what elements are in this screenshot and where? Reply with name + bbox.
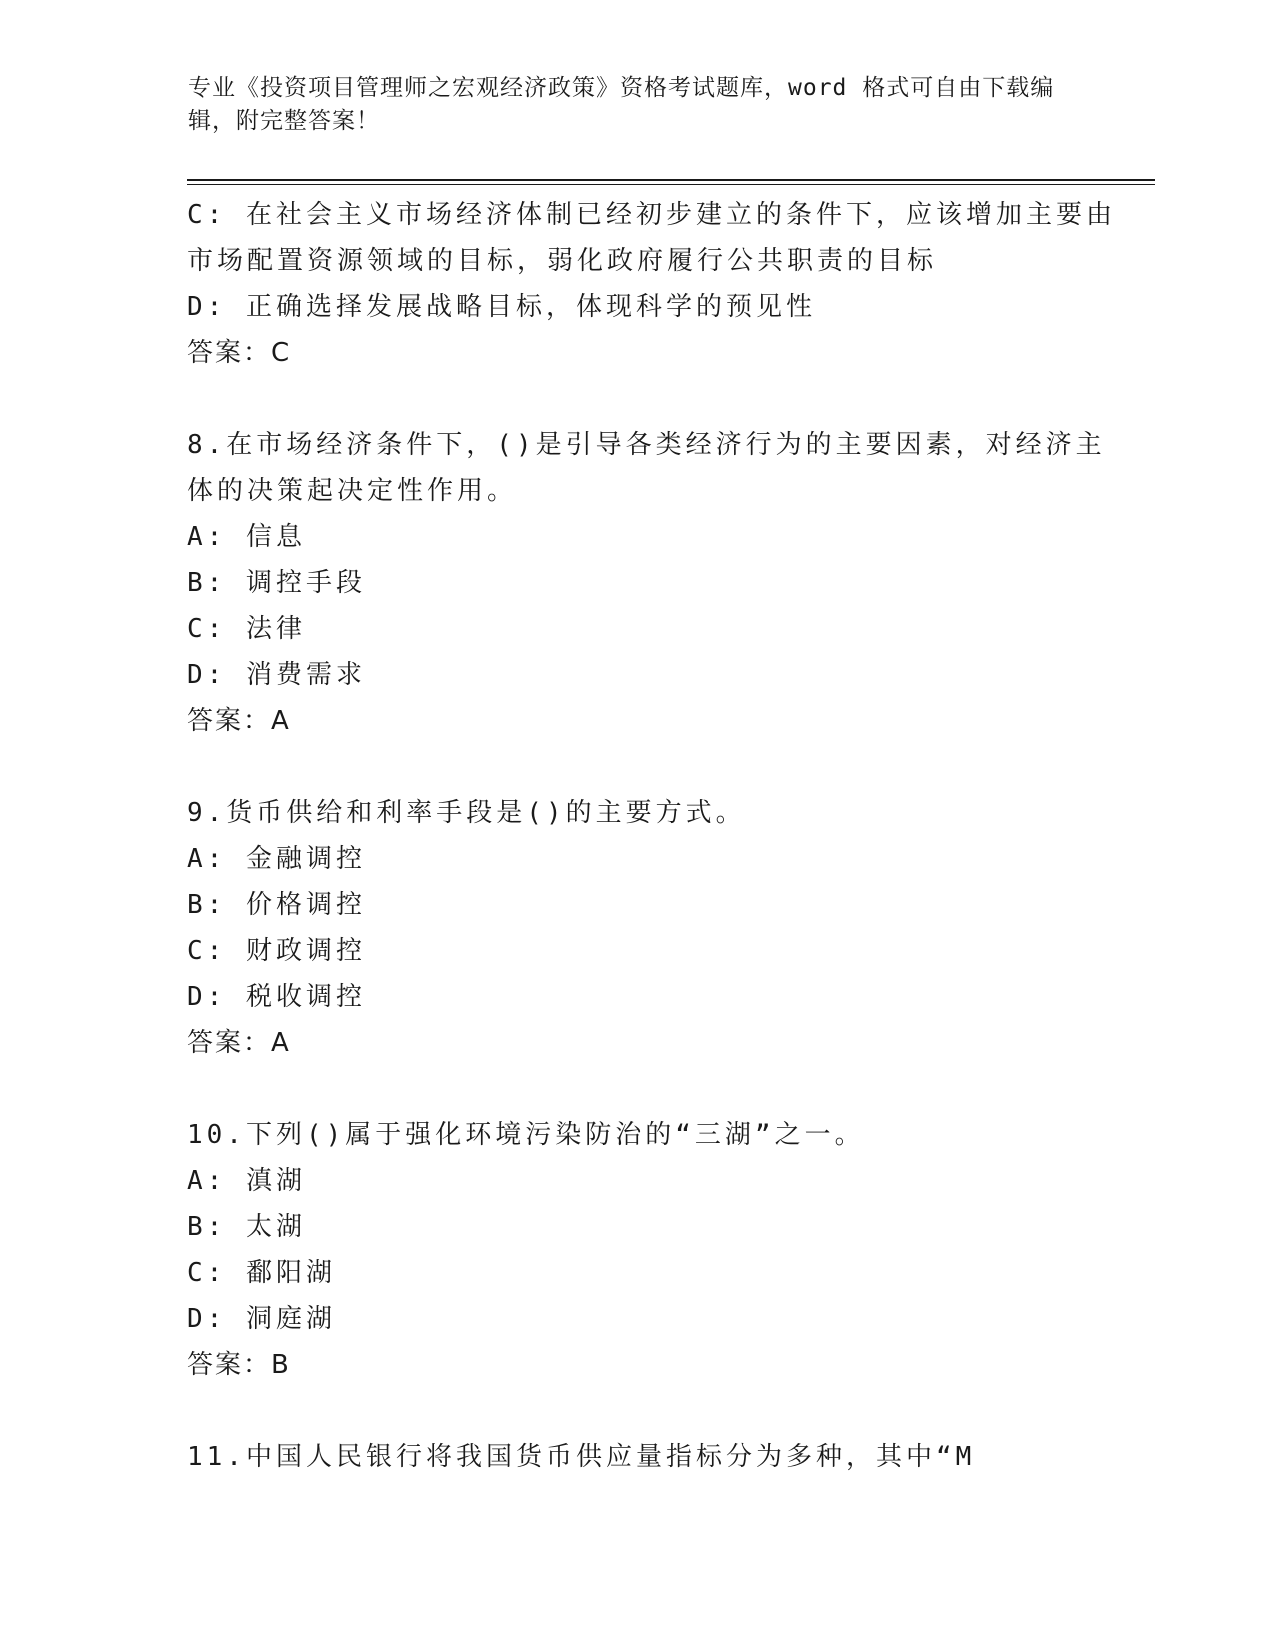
- question-text-line: C: 财政调控: [187, 936, 366, 966]
- question-text-line: 9.货币供给和利率手段是()的主要方式。: [187, 798, 746, 828]
- answer-line: 答案：A: [187, 706, 291, 736]
- question-block: [187, 192, 1116, 376]
- question-text-line: C: 法律: [187, 614, 306, 644]
- question-block: [187, 422, 1106, 744]
- document-header: [188, 72, 1068, 138]
- question-text-line: A: 信息: [187, 522, 306, 552]
- question-text-line: 11.中国人民银行将我国货币供应量指标分为多种，其中“M: [187, 1442, 976, 1472]
- answer-line: 答案：B: [187, 1350, 291, 1380]
- question-text-line: 市场配置资源领域的目标，弱化政府履行公共职责的目标: [187, 246, 938, 276]
- header-divider-thin: [187, 184, 1155, 185]
- question-text-line: B: 价格调控: [187, 890, 366, 920]
- header-line-2: 辑，附完整答案！: [188, 108, 380, 134]
- question-text-line: D: 正确选择发展战略目标，体现科学的预见性: [187, 292, 816, 322]
- question-text-line: C: 鄱阳湖: [187, 1258, 336, 1288]
- question-text-line: A: 滇湖: [187, 1166, 306, 1196]
- question-text-line: D: 消费需求: [187, 660, 366, 690]
- question-text-line: D: 洞庭湖: [187, 1304, 336, 1334]
- question-text-line: B: 太湖: [187, 1212, 306, 1242]
- question-text-line: D: 税收调控: [187, 982, 366, 1012]
- question-text-line: C: 在社会主义市场经济体制已经初步建立的条件下，应该增加主要由: [187, 200, 1116, 230]
- answer-line: 答案：C: [187, 338, 292, 368]
- question-text-line: B: 调控手段: [187, 568, 366, 598]
- question-text-line: A: 金融调控: [187, 844, 366, 874]
- question-text-line: 体的决策起决定性作用。: [187, 476, 518, 506]
- answer-line: 答案：A: [187, 1028, 291, 1058]
- question-block: [187, 790, 1087, 1066]
- question-text-line: 8.在市场经济条件下，()是引导各类经济行为的主要因素，对经济主: [187, 430, 1106, 460]
- question-text-line: 10.下列()属于强化环境污染防治的“三湖”之一。: [187, 1120, 865, 1150]
- header-line-1: 专业《投资项目管理师之宏观经济政策》资格考试题库，word 格式可自由下载编: [188, 75, 1055, 101]
- question-block: [187, 1112, 1087, 1388]
- question-list: [187, 192, 1116, 1526]
- question-block: [187, 1434, 1087, 1480]
- header-divider-thick: [187, 179, 1155, 181]
